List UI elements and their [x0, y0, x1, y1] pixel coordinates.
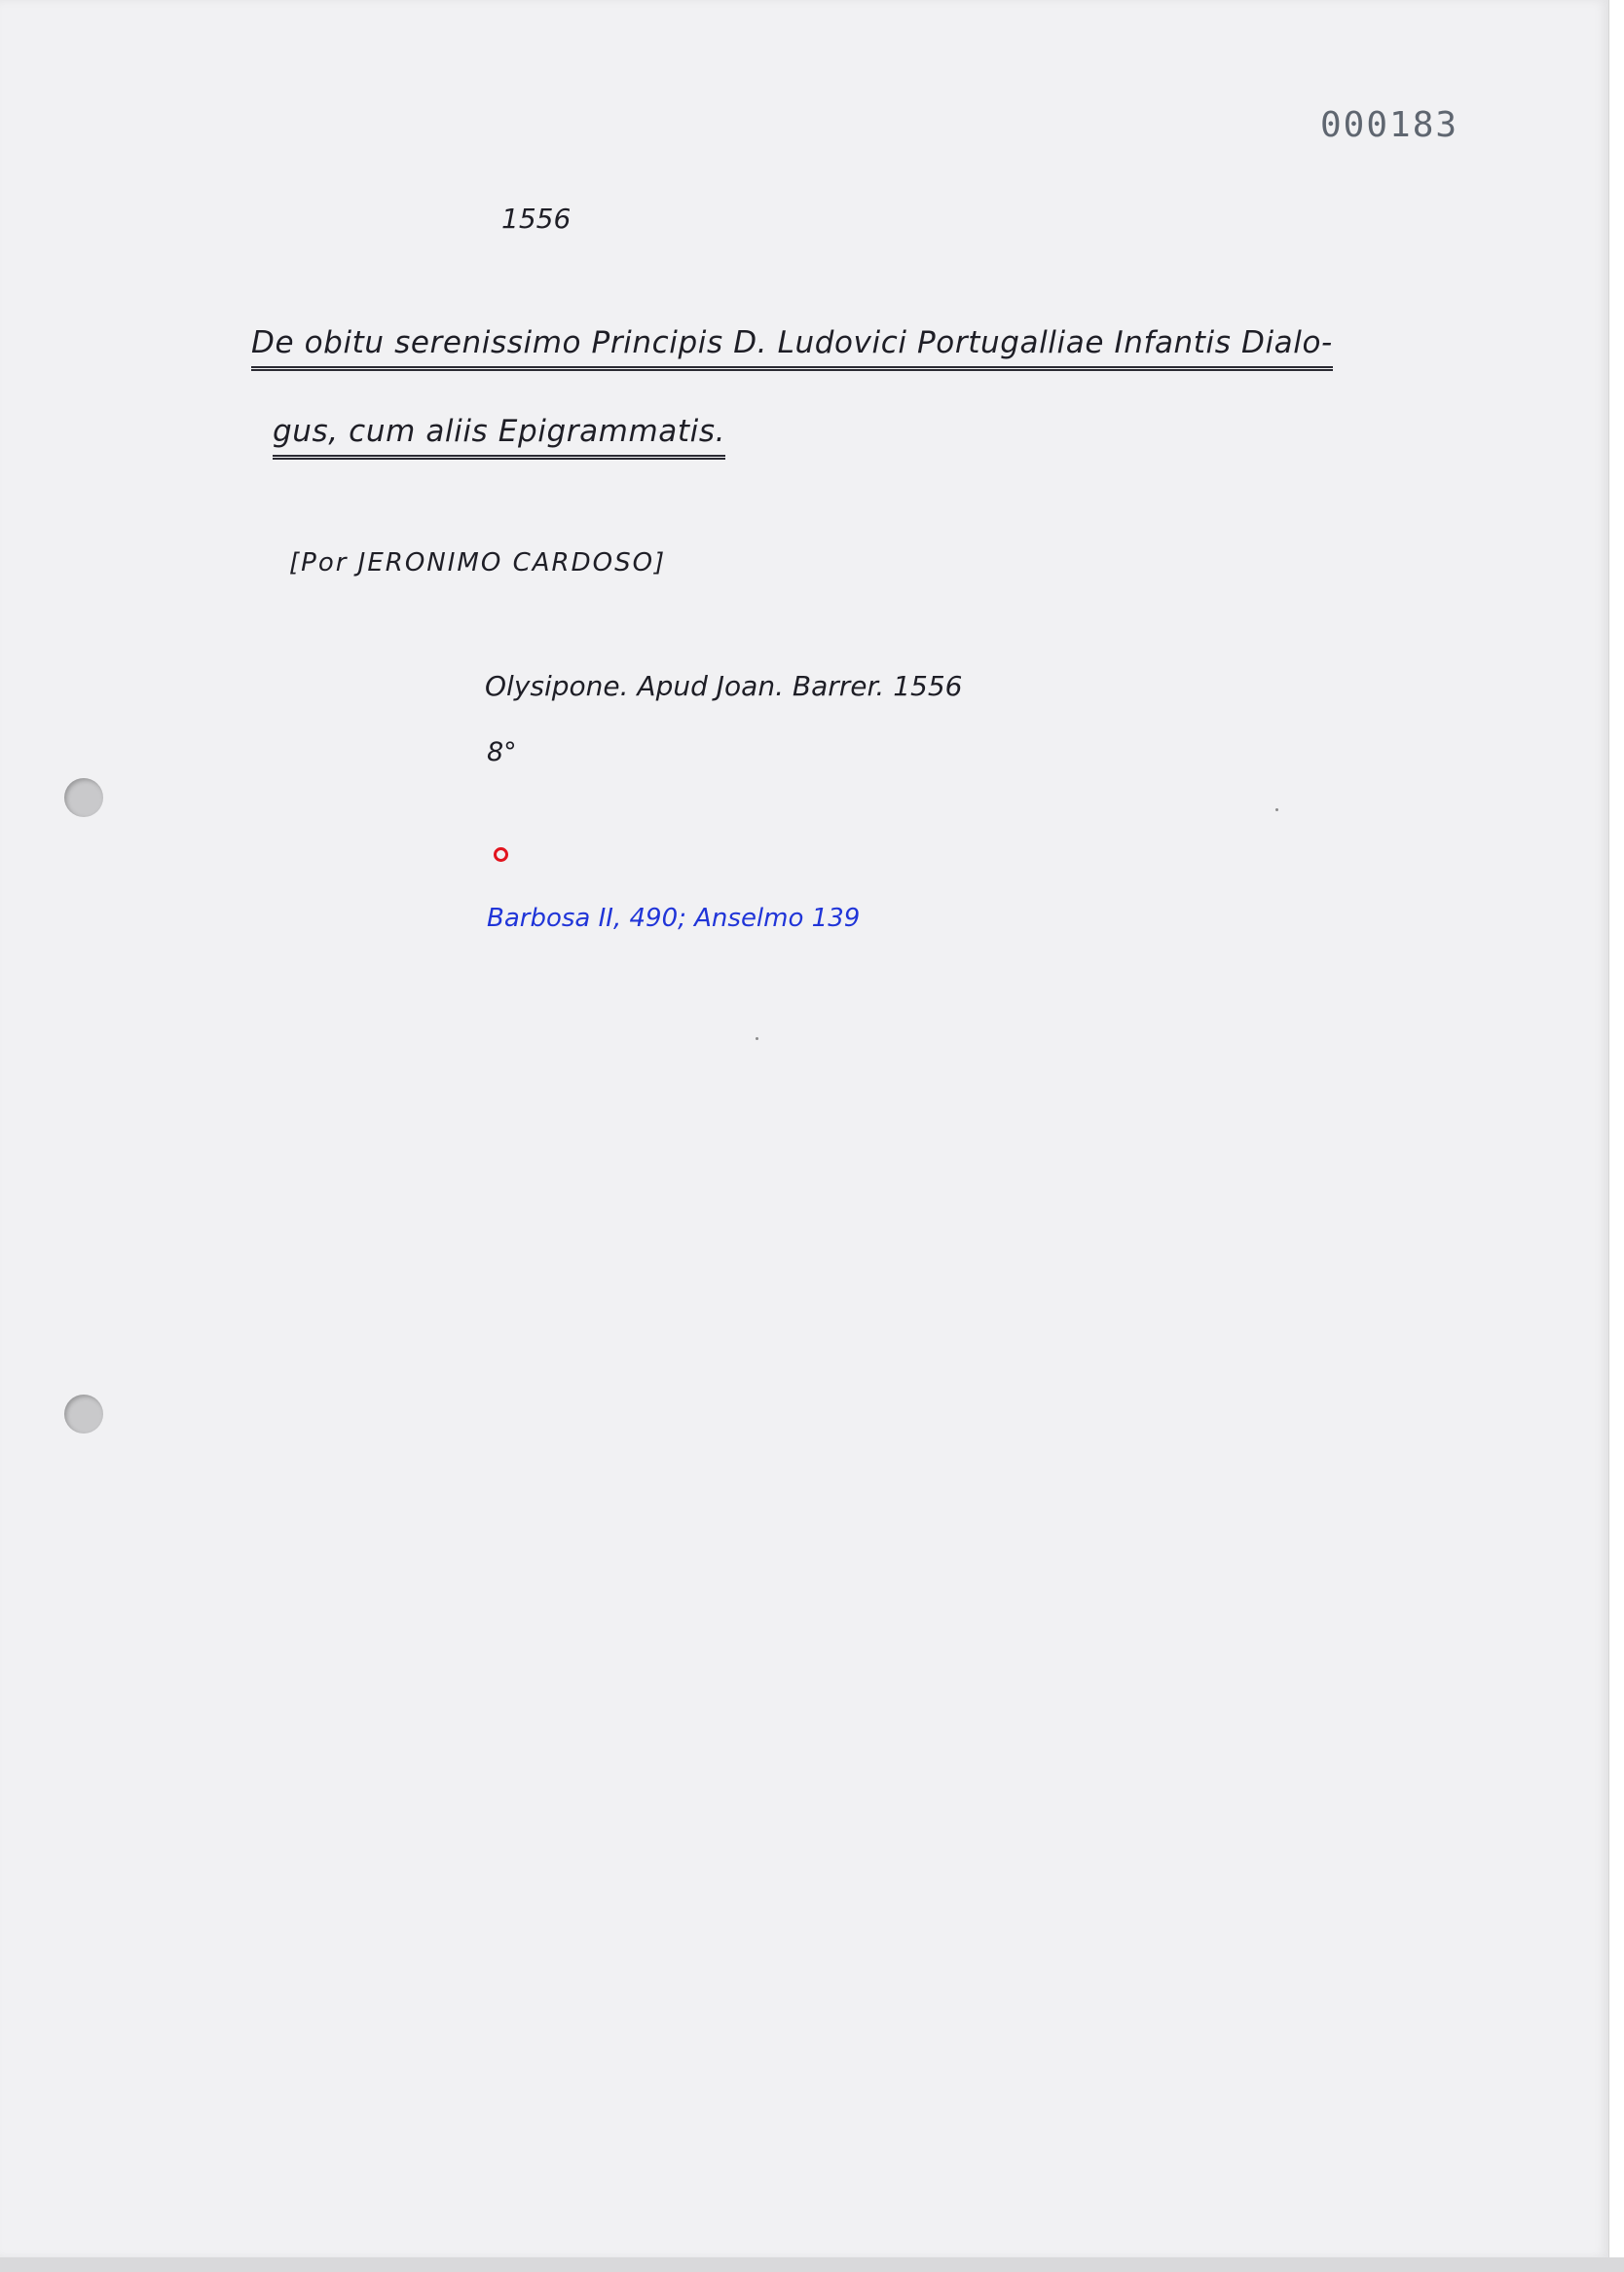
bibliographic-reference: Barbosa II, 490; Anselmo 139: [487, 904, 861, 933]
paper-bottom-edge: [0, 2257, 1624, 2272]
punch-hole-top: [64, 778, 103, 817]
paper-speck: [1275, 808, 1278, 811]
title-line-2: gus, cum aliis Epigrammatis.: [273, 414, 725, 460]
punch-hole-bottom: [64, 1395, 103, 1434]
author-attribution: [Por JERONIMO CARDOSO]: [289, 548, 667, 577]
paper-speck: [756, 1037, 758, 1040]
page-number-stamp: 000183: [1320, 105, 1459, 145]
title-line-1: De obitu serenissimo Principis D. Ludovici Portugalliae Infantis Dialo-: [251, 325, 1333, 371]
imprint-line: Olysipone. Apud Joan. Barrer. 1556: [485, 670, 963, 702]
book-format: 8°: [487, 737, 517, 767]
paper-right-edge: [1608, 0, 1624, 2272]
red-circle-mark: [494, 847, 508, 862]
publication-year: 1556: [501, 203, 572, 235]
